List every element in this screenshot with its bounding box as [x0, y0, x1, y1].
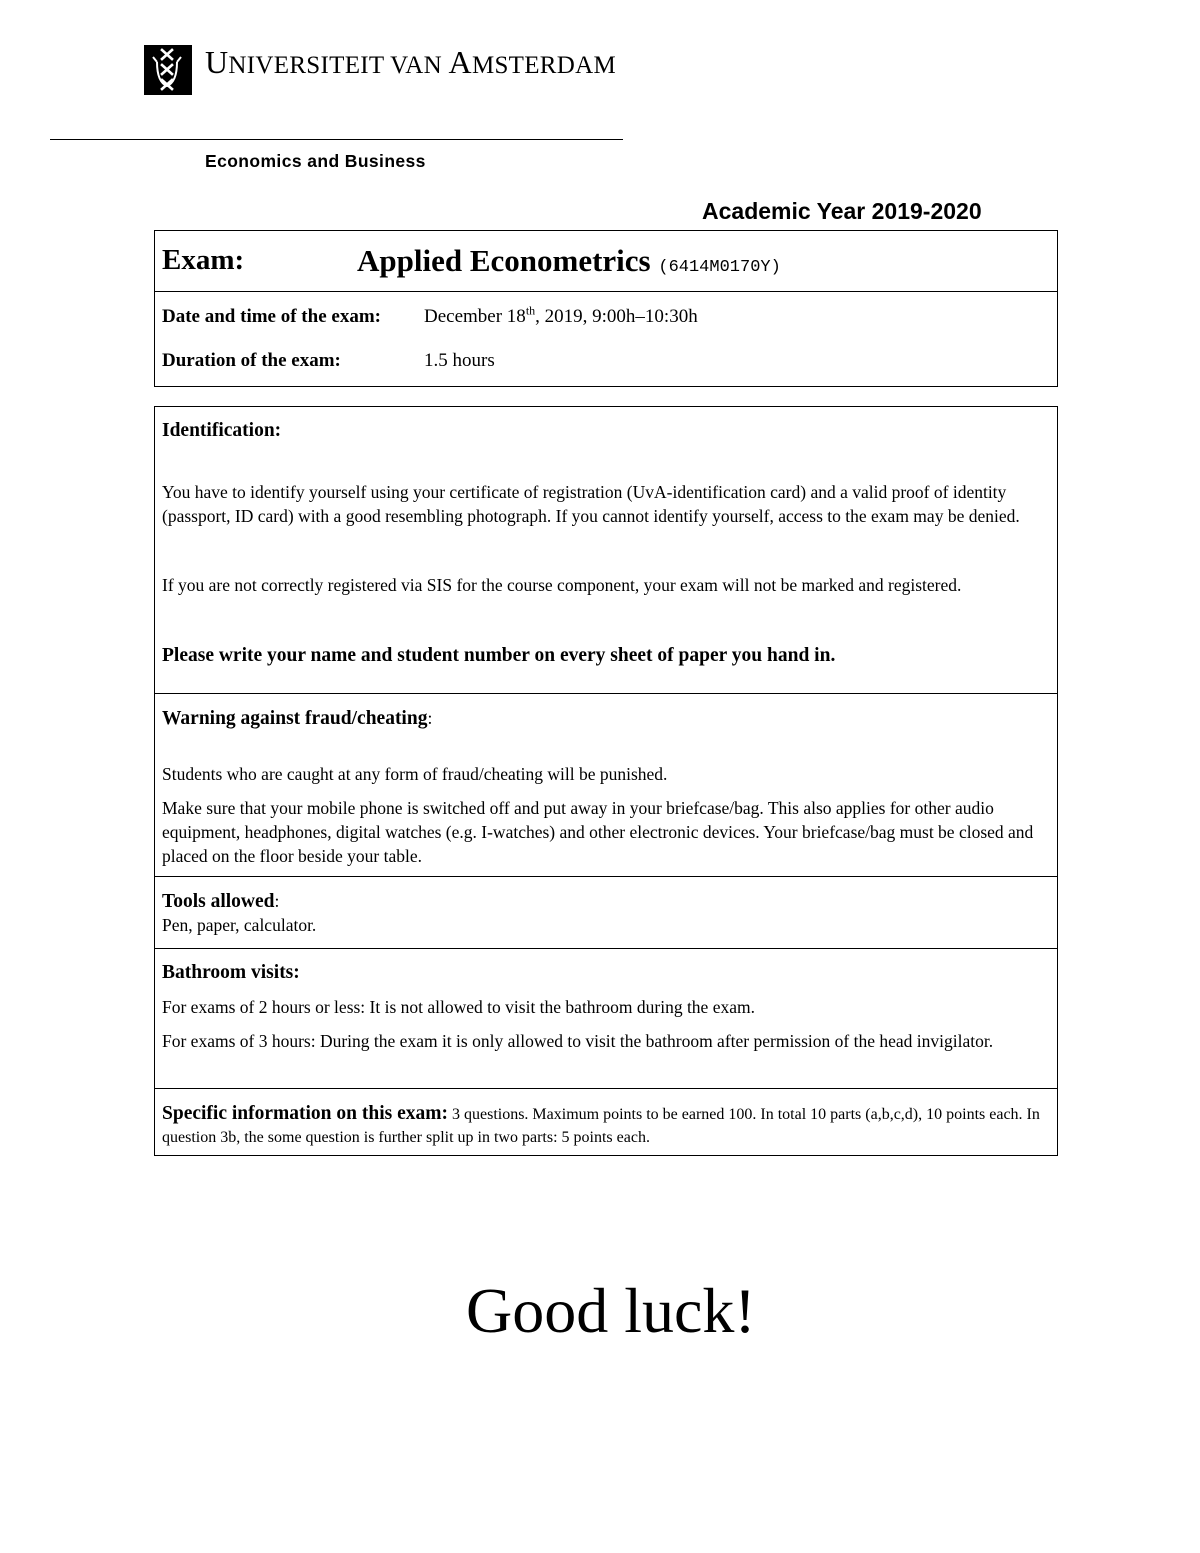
duration-value: 1.5 hours: [424, 350, 495, 371]
course-code: (6414M0170Y): [658, 258, 781, 277]
faculty-name: Economics and Business: [205, 151, 426, 171]
exam-duration-line: [162, 350, 495, 372]
identification-title: Identification:: [162, 420, 282, 441]
exam-title-row: [155, 231, 1057, 291]
tools-section: [155, 876, 1057, 948]
bathroom-section: [155, 948, 1057, 1088]
good-luck-message: Good luck!: [466, 1275, 756, 1346]
exam-info-box: [154, 230, 1058, 387]
identification-section: [155, 407, 1057, 693]
fraud-warning-text-2: Make sure that your mobile phone is switched off and put away in your briefcase/bag. This also applies for other audio equipment, headphones, digital watches (e.g. I-watches) and other electronic devices. Your briefcase/bag must be closed and placed on the floor beside your table.: [162, 798, 1034, 866]
identification-text-2: If you are not correctly registered via SIS for the course component, your exam will not be marked and registered.: [162, 575, 962, 595]
exam-details-row: [155, 291, 1057, 386]
fraud-warning-text-1: Students who are caught at any form of fraud/cheating will be punished.: [162, 764, 668, 784]
date-value: December 18th, 2019, 9:00h–10:30h: [424, 304, 698, 328]
header-divider: [50, 139, 623, 140]
specific-info-body: 3 questions. Maximum points to be earned 100. In total 10 parts (a,b,c,d), 10 points each. In question 3b, the some question is further split up in two parts: 5 points each.: [162, 1106, 1040, 1146]
duration-label: Duration of the exam:: [162, 350, 341, 371]
academic-year: Academic Year 2019-2020: [702, 198, 982, 224]
specific-info-title: Specific information on this exam:: [162, 1103, 448, 1124]
fraud-warning-title: Warning against fraud/cheating:: [162, 708, 433, 729]
course-name: Applied Econometrics: [357, 243, 651, 278]
tools-text: Pen, paper, calculator.: [162, 915, 317, 935]
bathroom-text-2: For exams of 3 hours: During the exam it is only allowed to visit the bathroom after permission of the head invigilator.: [162, 1031, 994, 1051]
exam-rules-box: [154, 406, 1058, 1156]
university-logo: [144, 45, 192, 95]
bathroom-text-1: For exams of 2 hours or less: It is not allowed to visit the bathroom during the exam.: [162, 997, 755, 1017]
exam-date-line: [162, 304, 698, 328]
university-name: UNIVERSITEIT VAN AMSTERDAM: [205, 44, 617, 80]
exam-title: [357, 243, 781, 279]
tools-title: Tools allowed:: [162, 891, 280, 912]
identification-instruction: Please write your name and student number on every sheet of paper you hand in.: [162, 645, 836, 666]
date-label: Date and time of the exam:: [162, 306, 381, 328]
fraud-warning-section: [155, 693, 1057, 876]
exam-label: Exam:: [162, 244, 245, 276]
identification-text-1: You have to identify yourself using your certificate of registration (UvA-identification card) and a valid proof of identity (passport, ID card) with a good resembling photograph. If you cannot identify yourself, access to the exam may be denied.: [162, 482, 1020, 526]
specific-info-text: [162, 1102, 1052, 1149]
bathroom-title: Bathroom visits:: [162, 962, 300, 983]
specific-info-section: [155, 1088, 1057, 1155]
